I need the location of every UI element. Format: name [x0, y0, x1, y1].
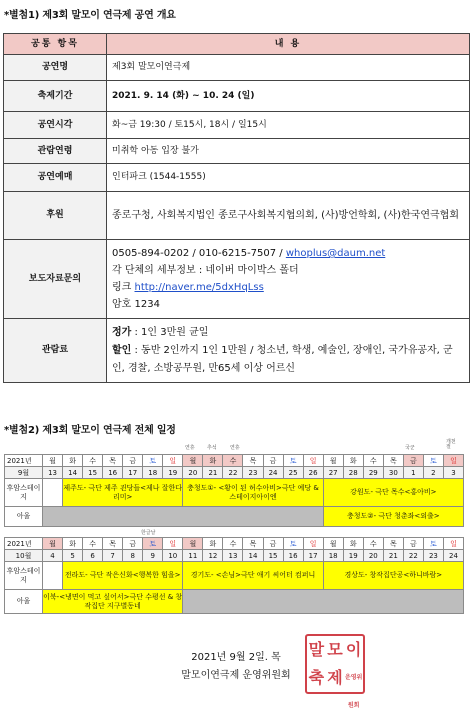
price-regular-line — [112, 324, 464, 342]
contact-info: 각 단체의 세부정보 : 네이버 마이박스 폴더 — [112, 265, 299, 276]
date: 20 — [363, 550, 383, 562]
note-holiday-2: 연휴 — [230, 445, 240, 451]
date: 24 — [443, 550, 463, 562]
wd: 일 — [163, 538, 183, 550]
seal-char: 축 — [308, 668, 325, 687]
wd: 화 — [343, 538, 363, 550]
wd: 월 — [183, 455, 203, 467]
wd: 화 — [63, 538, 83, 550]
seal-char: 모 — [327, 640, 343, 659]
date: 13 — [223, 550, 243, 562]
wd: 일 — [443, 455, 463, 467]
label-contact: 보도자료문의 — [4, 240, 107, 319]
wd: 월 — [43, 455, 63, 467]
date: 12 — [203, 550, 223, 562]
date: 23 — [243, 467, 263, 479]
label-sponsor: 후원 — [4, 192, 107, 240]
event-gyeongsang: 경상도- 창작집단공<하니바람> — [323, 562, 463, 590]
price-regular-label: 정가 — [112, 326, 132, 338]
note-hangul-day: 한글날 — [141, 530, 156, 536]
date: 1 — [403, 467, 423, 479]
date: 13 — [43, 467, 63, 479]
event-chungcheong-1: 충청도①- <황이 된 허수아비>극단 예당 & 스테이지아이엔 — [183, 479, 323, 507]
wd: 수 — [83, 538, 103, 550]
wd: 수 — [363, 455, 383, 467]
date: 16 — [103, 467, 123, 479]
wd: 월 — [183, 538, 203, 550]
note-holiday-1: 연휴 — [185, 445, 195, 451]
date: 24 — [263, 467, 283, 479]
wd: 수 — [223, 538, 243, 550]
event-jeolla: 전라도- 극단 작은신화<행복한 힘을> — [63, 562, 183, 590]
contact-phone: 0505-894-0202 / 010-6215-7507 / — [112, 248, 286, 259]
date: 4 — [43, 550, 63, 562]
value-contact — [107, 240, 470, 319]
wd: 토 — [143, 538, 163, 550]
wd: 금 — [263, 455, 283, 467]
price-discount: : 동반 2인까지 1인 1만원 / 청소년, 학생, 예술인, 장애인, 국가유공자, 군인, 경찰, 소방공무원, 만65세 이상 어르신 — [112, 344, 453, 374]
row-label-stage: 후암스테이지 — [5, 479, 43, 507]
date: 25 — [283, 467, 303, 479]
value-ticket: 인터파크 (1544-1555) — [107, 164, 470, 192]
date: 16 — [283, 550, 303, 562]
wd: 목 — [383, 455, 403, 467]
price-discount-line — [112, 342, 464, 378]
wd: 금 — [123, 455, 143, 467]
wd: 금 — [263, 538, 283, 550]
label-ticket: 공연예매 — [4, 164, 107, 192]
date: 10 — [163, 550, 183, 562]
event-gyeonggi: 경기도- <손님>극단 애기 씨어터 컴퍼니 — [183, 562, 323, 590]
overview-table — [3, 33, 470, 383]
contact-link-line — [112, 279, 464, 296]
note-chuseok: 추석 — [207, 445, 217, 451]
date: 30 — [383, 467, 403, 479]
seal-char: 말 — [308, 640, 325, 659]
date: 22 — [223, 467, 243, 479]
wd: 일 — [443, 538, 463, 550]
value-time: 화~금 19:30 / 토15시, 18시 / 일15시 — [107, 112, 470, 139]
wd: 목 — [103, 538, 123, 550]
contact-naver-link[interactable]: http://naver.me/5dxHqLss — [134, 282, 264, 293]
value-title: 제3회 말모이연극제 — [107, 55, 470, 81]
wd: 금 — [403, 538, 423, 550]
wd: 화 — [203, 538, 223, 550]
schedule-october — [4, 537, 464, 614]
date: 15 — [83, 467, 103, 479]
sep-month: 9월 — [5, 467, 43, 479]
date: 19 — [343, 550, 363, 562]
seal-char: 운영위원회 — [344, 674, 363, 709]
empty-block — [183, 590, 464, 614]
row-label-aum: 아울 — [5, 590, 43, 614]
date: 28 — [343, 467, 363, 479]
oct-year: 2021년 — [5, 538, 43, 550]
date: 21 — [203, 467, 223, 479]
wd: 금 — [123, 538, 143, 550]
value-price — [107, 319, 470, 383]
date: 26 — [303, 467, 323, 479]
wd: 목 — [383, 538, 403, 550]
contact-password: 암호 1234 — [112, 299, 160, 310]
label-price: 관람료 — [4, 319, 107, 383]
date: 14 — [243, 550, 263, 562]
price-discount-label: 할인 — [112, 344, 132, 356]
event-jeju: 제주도- 극단 제주 괸당들<제나 잘한다리미> — [63, 479, 183, 507]
date: 17 — [303, 550, 323, 562]
date: 8 — [123, 550, 143, 562]
wd: 일 — [163, 455, 183, 467]
date: 14 — [63, 467, 83, 479]
row-label-stage: 후암스테이지 — [5, 562, 43, 590]
oct-month: 10월 — [5, 550, 43, 562]
label-age: 관람연령 — [4, 139, 107, 164]
wd: 토 — [283, 538, 303, 550]
wd: 일 — [303, 455, 323, 467]
date: 18 — [323, 550, 343, 562]
wd: 화 — [203, 455, 223, 467]
wd: 목 — [243, 538, 263, 550]
date: 15 — [263, 550, 283, 562]
event-gangwon: 강원도- 극단 목수<홍아비> — [323, 479, 463, 507]
date: 23 — [423, 550, 443, 562]
wd: 수 — [363, 538, 383, 550]
wd: 목 — [103, 455, 123, 467]
price-regular: : 1인 3만원 균일 — [131, 326, 209, 338]
wd: 화 — [343, 455, 363, 467]
event-chungcheong-2: 충청도②- 극단 청춘좌<외출> — [323, 507, 463, 527]
date: 7 — [103, 550, 123, 562]
seal-char: 제 — [327, 668, 343, 687]
value-sponsor: 종로구청, 사회복지법인 종로구사회복지협의회, (사)방언학회, (사)한국연극협회 — [107, 192, 470, 240]
wd: 목 — [243, 455, 263, 467]
date: 5 — [63, 550, 83, 562]
header-item: 공통 항목 — [4, 34, 107, 55]
date: 29 — [363, 467, 383, 479]
event-north: 이북-<냉면이 먹고 싶어서>극단 수평선 & 창작집단 지구별동네 — [43, 590, 183, 614]
note-foundation-day: 개천절 — [446, 439, 456, 450]
wd: 수 — [223, 455, 243, 467]
sep-year: 2021년 — [5, 455, 43, 467]
date: 3 — [443, 467, 463, 479]
wd: 금 — [403, 455, 423, 467]
section1-heading: *별첨1) 제3회 말모이 연극제 공연 개요 — [4, 10, 176, 21]
wd: 토 — [143, 455, 163, 467]
date: 20 — [183, 467, 203, 479]
empty-cell — [43, 479, 63, 507]
seal-char: 이 — [345, 640, 362, 659]
wd: 월 — [43, 538, 63, 550]
date: 11 — [183, 550, 203, 562]
footer-org: 말모이연극제 운영위원회 — [181, 670, 291, 681]
wd: 토 — [283, 455, 303, 467]
label-time: 공연시각 — [4, 112, 107, 139]
wd: 토 — [423, 538, 443, 550]
date: 19 — [163, 467, 183, 479]
wd: 일 — [303, 538, 323, 550]
date: 18 — [143, 467, 163, 479]
row-label-aum: 아울 — [5, 507, 43, 527]
date: 21 — [383, 550, 403, 562]
empty-block — [43, 507, 324, 527]
official-seal — [305, 634, 365, 709]
date: 22 — [403, 550, 423, 562]
contact-email-link[interactable]: whoplus@daum.net — [285, 248, 386, 259]
wd: 월 — [323, 538, 343, 550]
wd: 화 — [63, 455, 83, 467]
date: 2 — [423, 467, 443, 479]
contact-link-label: 링크 — [112, 282, 135, 293]
wd: 토 — [423, 455, 443, 467]
wd: 수 — [83, 455, 103, 467]
label-period: 축제기간 — [4, 81, 107, 112]
header-content: 내 용 — [107, 34, 470, 55]
footer-date: 2021년 9월 2일. 목 — [191, 652, 281, 663]
label-title: 공연명 — [4, 55, 107, 81]
schedule-september — [4, 454, 464, 527]
section2-heading: *별첨2) 제3회 말모이 연극제 전체 일정 — [4, 425, 176, 436]
date: 9 — [143, 550, 163, 562]
note-armed-forces: 국군 — [405, 445, 415, 451]
value-period: 2021. 9. 14 (화) ~ 10. 24 (일) — [107, 81, 470, 112]
date: 17 — [123, 467, 143, 479]
date: 6 — [83, 550, 103, 562]
contact-phone-line — [112, 245, 464, 262]
empty-cell — [43, 562, 63, 590]
value-age: 미취학 아동 입장 불가 — [107, 139, 470, 164]
date: 27 — [323, 467, 343, 479]
wd: 월 — [323, 455, 343, 467]
